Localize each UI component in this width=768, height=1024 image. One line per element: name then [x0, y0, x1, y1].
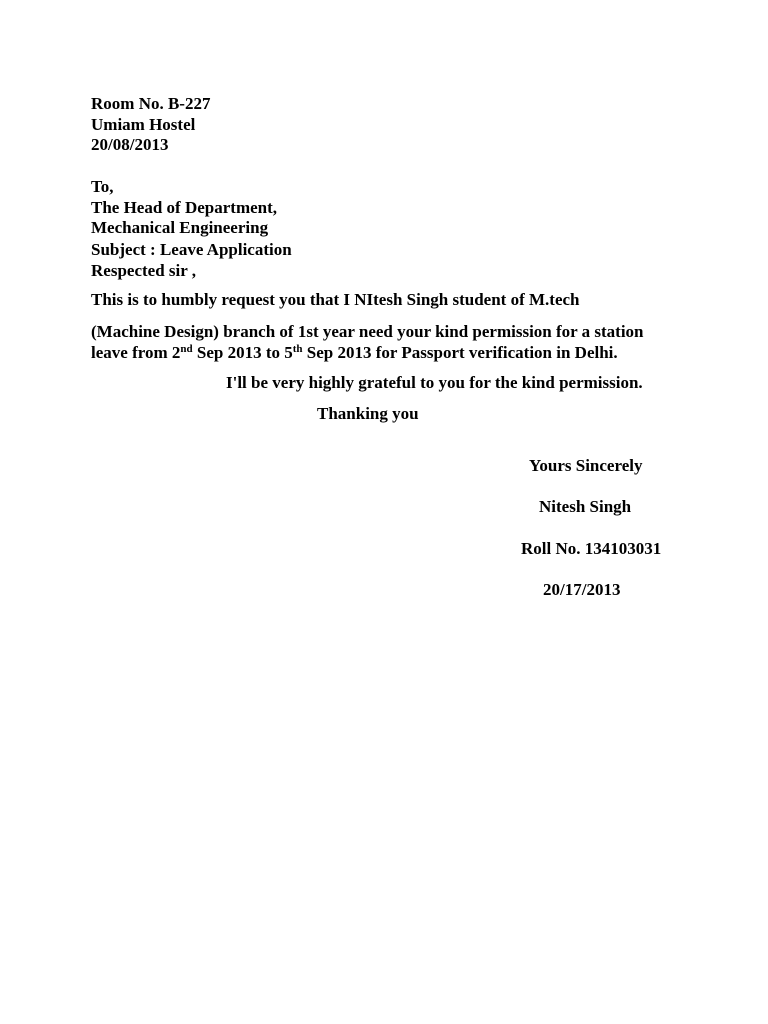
body-paragraph-2-line-2 [91, 343, 618, 363]
superscript: nd [180, 343, 193, 355]
body-text: leave from 2 [91, 343, 181, 362]
thanking-line: Thanking you [317, 404, 419, 423]
salutation: Respected sir , [91, 261, 196, 280]
recipient-to: To, [91, 177, 114, 196]
recipient-department: Mechanical Engineering [91, 218, 269, 237]
body-paragraph-1: This is to humbly request you that I NItesh Singh student of M.tech [91, 290, 580, 309]
sender-hostel: Umiam Hostel [91, 115, 196, 134]
superscript: th [292, 343, 303, 355]
sender-date: 20/08/2013 [91, 135, 169, 154]
signature-name: Nitesh Singh [539, 497, 632, 516]
sender-room: Room No. B-227 [91, 94, 211, 113]
body-paragraph-2-line-1: (Machine Design) branch of 1st year need your kind permission for a station [91, 322, 644, 341]
signature-date: 20/17/2013 [543, 580, 621, 599]
signature-closing: Yours Sincerely [529, 456, 643, 475]
grateful-line: I'll be very highly grateful to you for the kind permission. [226, 373, 643, 392]
subject-line: Subject : Leave Application [91, 240, 292, 259]
body-text: Sep 2013 for Passport verification in Delhi. [302, 343, 618, 362]
body-text: Sep 2013 to 5 [192, 343, 293, 362]
signature-roll: Roll No. 134103031 [521, 539, 662, 558]
recipient-title: The Head of Department, [91, 198, 278, 217]
